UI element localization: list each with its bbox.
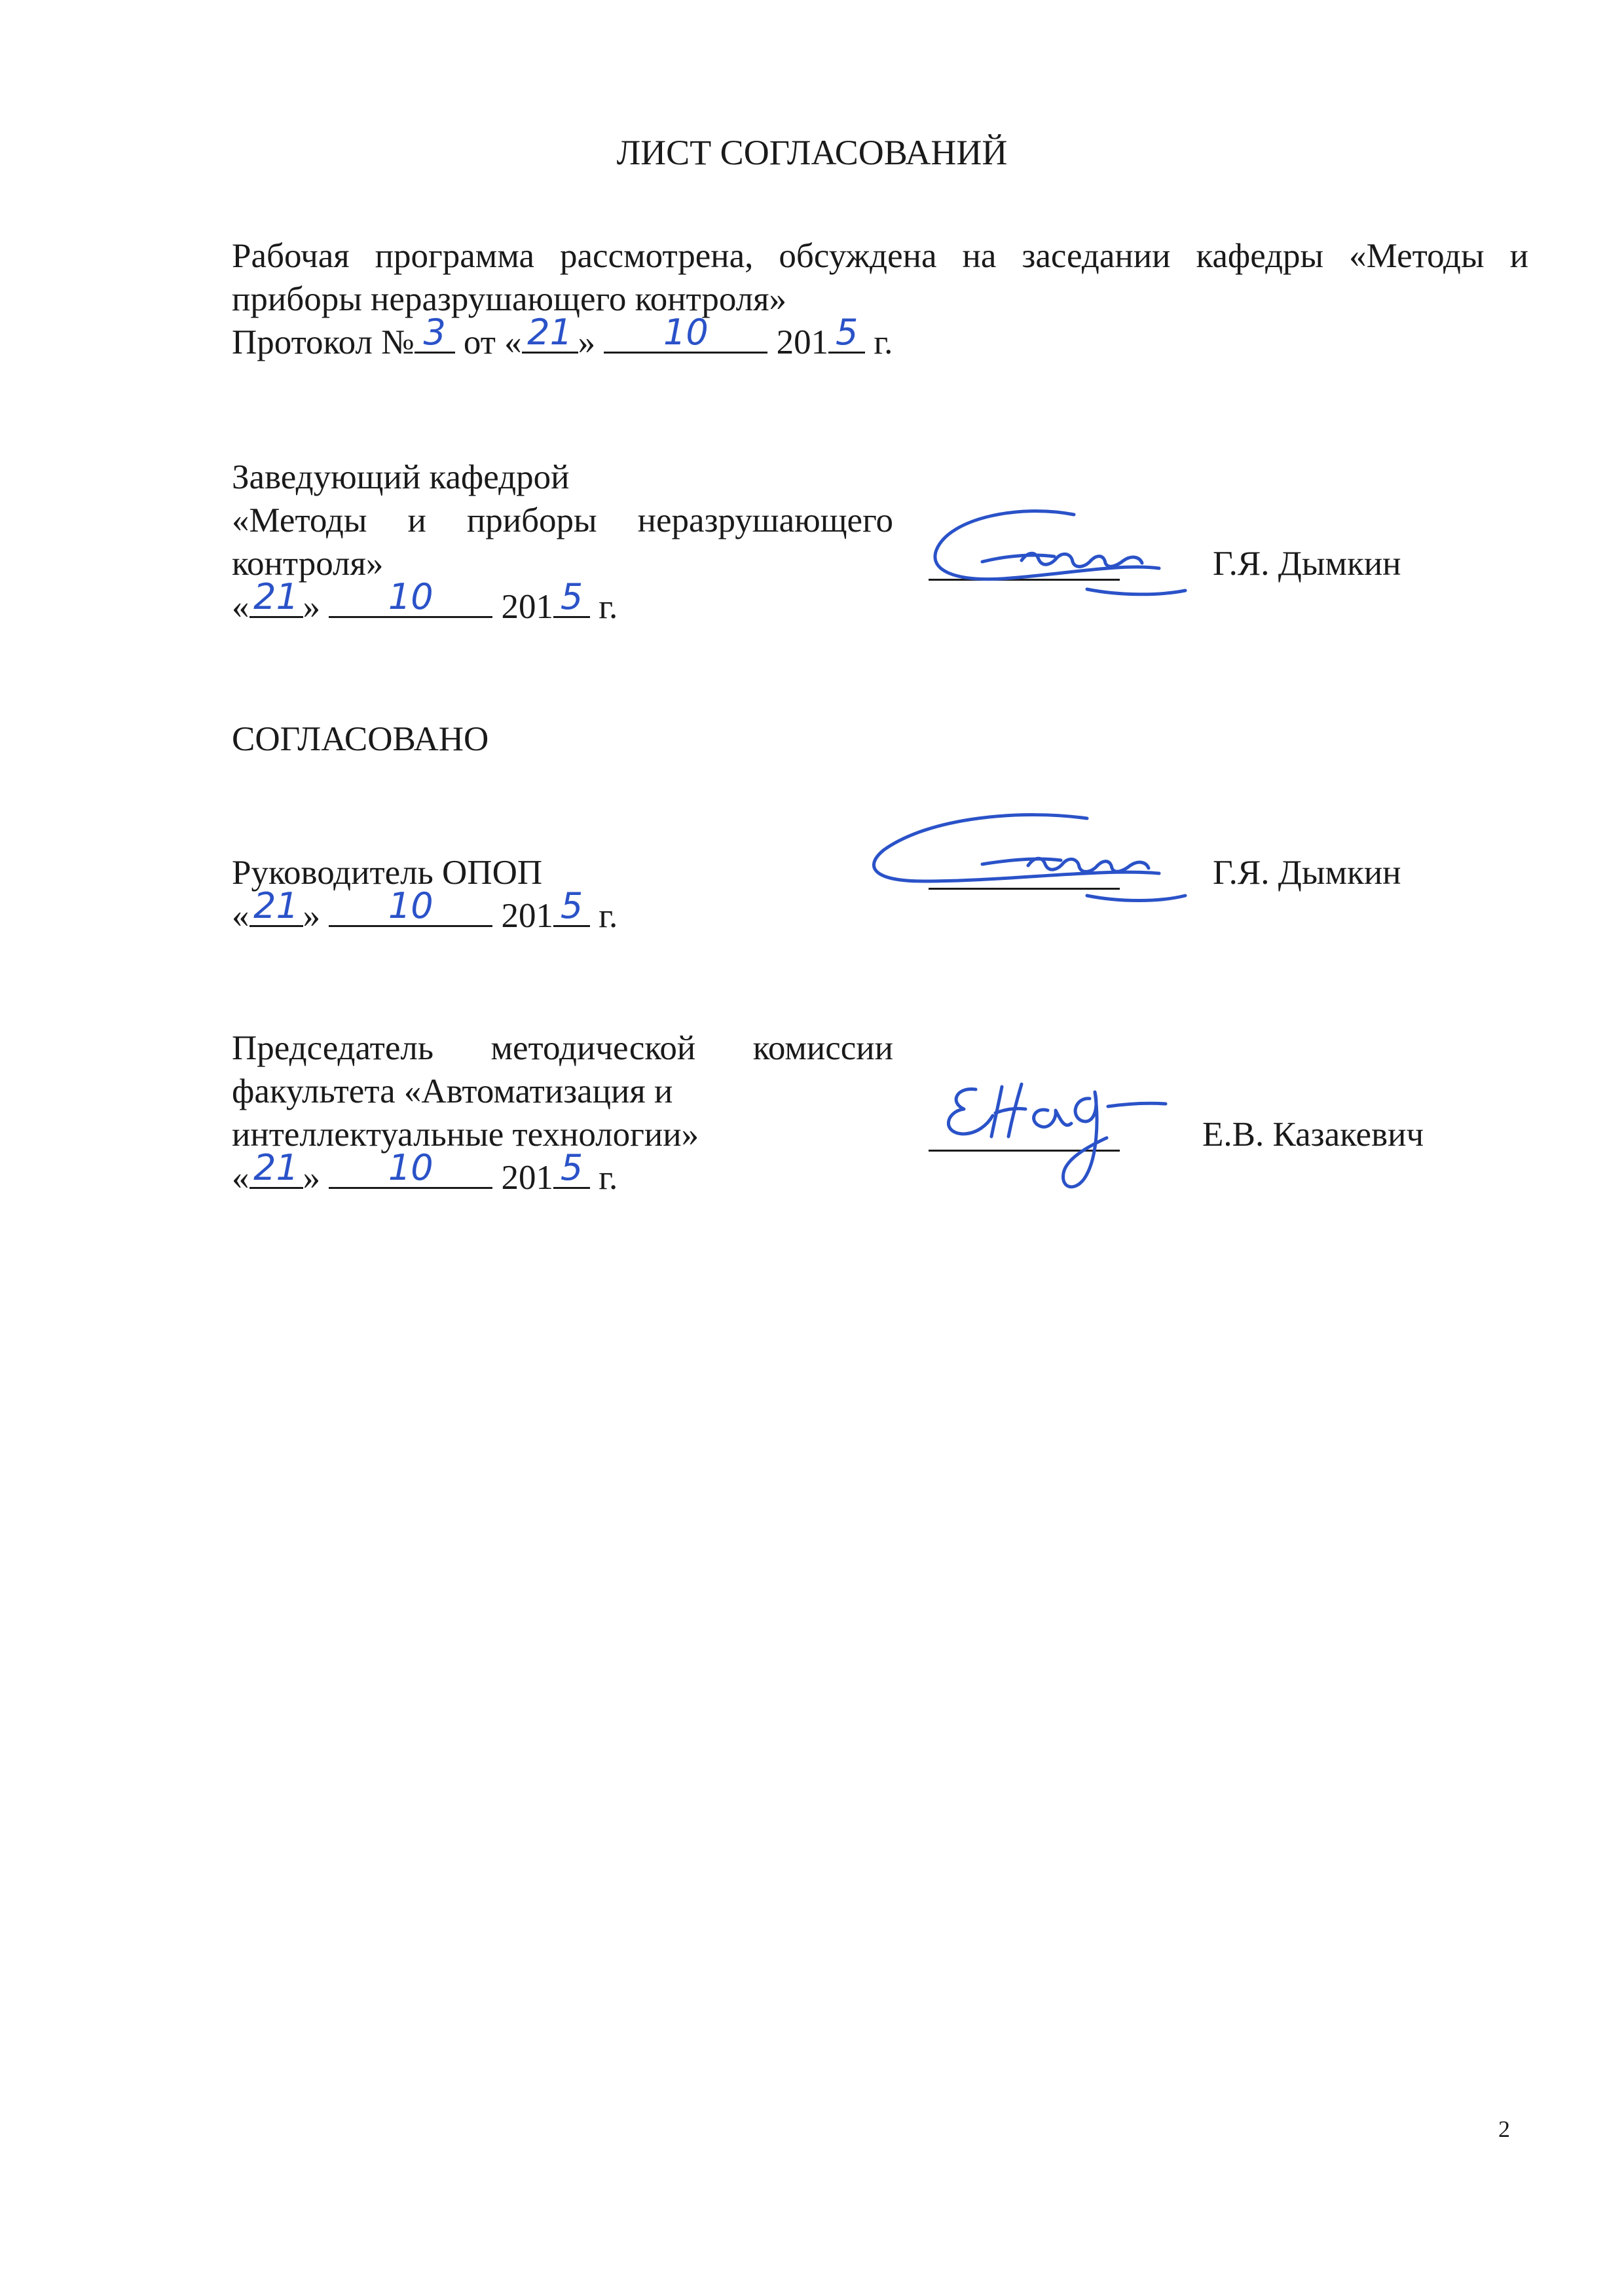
year-field <box>553 885 590 927</box>
year-prefix: 201 <box>501 588 553 626</box>
protocol-year-digit: 5 <box>835 312 858 353</box>
protocol-year-prefix: 201 <box>776 323 829 361</box>
year-digit: 5 <box>560 885 583 926</box>
month-value: 10 <box>388 576 434 617</box>
page-number: 2 <box>1498 2116 1510 2142</box>
protocol-number-field <box>415 312 455 354</box>
head-of-dept-name: Г.Я. Дымкин <box>1213 545 1401 583</box>
protocol-year-field <box>828 312 865 354</box>
month-field <box>329 576 492 618</box>
year-digit: 5 <box>560 1147 583 1188</box>
protocol-month-field <box>604 312 767 354</box>
protocol-from-label: от « <box>463 323 522 361</box>
signature-dymkin-2 <box>851 804 1218 935</box>
day-value: 21 <box>253 1147 299 1188</box>
protocol-quote-close: » <box>578 323 596 361</box>
approved-label: СОГЛАСОВАНО <box>232 720 489 758</box>
commission-chair-name: Е.В. Казакевич <box>1202 1116 1424 1154</box>
date-close-quote: » <box>303 1159 320 1197</box>
signature-dymkin-1 <box>923 498 1211 629</box>
protocol-month: 10 <box>663 312 709 353</box>
intro-paragraph: Рабочая программа рассмотрена, обсуждена на заседании кафедры «Методы и приборы неразрушающего контроля» <box>232 237 1528 318</box>
year-suffix: г. <box>599 588 618 626</box>
year-field <box>553 1147 590 1189</box>
year-prefix: 201 <box>501 897 553 935</box>
protocol-prefix: Протокол № <box>232 323 415 361</box>
commission-chair-date <box>232 1147 618 1199</box>
year-digit: 5 <box>560 576 583 617</box>
month-value: 10 <box>388 1147 434 1188</box>
commission-chair-line3: интеллектуальные технологии» <box>232 1116 699 1154</box>
opop-head-date <box>232 885 618 938</box>
month-field <box>329 1147 492 1189</box>
day-field <box>249 576 303 618</box>
head-of-dept-line3: контроля» <box>232 545 384 583</box>
commission-chair-line1: Председатель методической комиссии <box>232 1029 893 1067</box>
protocol-number: 3 <box>423 312 446 353</box>
year-suffix: г. <box>599 897 618 935</box>
year-suffix: г. <box>599 1159 618 1197</box>
date-close-quote: » <box>303 588 320 626</box>
date-open-quote: « <box>232 1159 249 1197</box>
head-of-dept-line2: «Методы и приборы неразрушающего <box>232 501 893 539</box>
day-value: 21 <box>253 885 299 926</box>
protocol-day-field <box>522 312 578 354</box>
protocol-year-suffix: г. <box>874 323 893 361</box>
head-of-dept-date <box>232 576 618 629</box>
year-field <box>553 576 590 618</box>
signature-kazakevich <box>930 1061 1192 1218</box>
date-open-quote: « <box>232 588 249 626</box>
opop-head-line1: Руководитель ОПОП <box>232 854 543 892</box>
month-field <box>329 885 492 927</box>
year-prefix: 201 <box>501 1159 553 1197</box>
day-field <box>249 1147 303 1189</box>
date-close-quote: » <box>303 897 320 935</box>
month-value: 10 <box>388 885 434 926</box>
page-title: ЛИСТ СОГЛАСОВАНИЙ <box>616 133 1008 172</box>
day-value: 21 <box>253 576 299 617</box>
opop-head-name: Г.Я. Дымкин <box>1213 854 1401 892</box>
day-field <box>249 885 303 927</box>
commission-chair-line2: факультета «Автоматизация и <box>232 1072 673 1110</box>
protocol-line <box>232 312 893 364</box>
protocol-day: 21 <box>527 312 572 353</box>
date-open-quote: « <box>232 897 249 935</box>
head-of-dept-line1: Заведующий кафедрой <box>232 458 570 496</box>
